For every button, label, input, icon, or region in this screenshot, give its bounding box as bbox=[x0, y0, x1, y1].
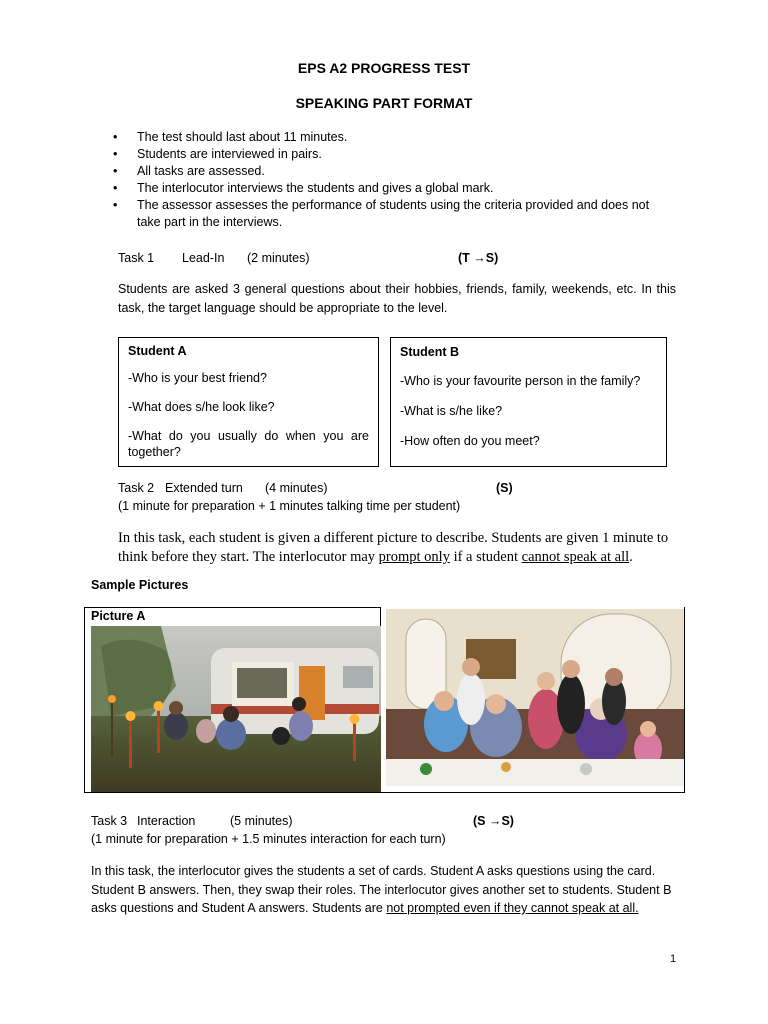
task2-underlined: cannot speak at all bbox=[521, 549, 630, 565]
student-b-question: -Who is your favourite person in the family? bbox=[400, 374, 641, 388]
picture-b-frame bbox=[381, 607, 685, 793]
page-number: 1 bbox=[670, 953, 677, 965]
list-item: • Students are interviewed in pairs. bbox=[113, 146, 673, 163]
task2-underlined: prompt only bbox=[378, 549, 450, 565]
task2-description bbox=[118, 529, 678, 567]
student-b-question: -What is s/he like? bbox=[400, 404, 503, 418]
task2-text: . bbox=[629, 549, 633, 565]
task3-mode: (S →S) bbox=[473, 814, 514, 828]
list-item: • The assessor assesses the performance of students using the criteria provided and does not take part in the interviews. bbox=[113, 197, 673, 231]
document-subtitle: SPEAKING PART FORMAT bbox=[295, 95, 473, 111]
task1-mode: (T →S) bbox=[458, 251, 499, 265]
list-item: • All tasks are assessed. bbox=[113, 163, 673, 180]
student-a-question: -What do you usually do when you are together? bbox=[128, 429, 369, 459]
task3-underlined: not prompted even if they cannot speak at all. bbox=[386, 901, 639, 915]
picture-a-label: Picture A bbox=[91, 609, 146, 623]
camping-caravan-photo bbox=[91, 626, 381, 792]
document-title: EPS A2 PROGRESS TEST bbox=[297, 60, 471, 76]
student-b-question: -How often do you meet? bbox=[400, 434, 540, 448]
task2-name: Extended turn bbox=[165, 481, 243, 495]
student-b-card bbox=[390, 337, 667, 467]
task2-text: In this task, each student is given a different picture to describe. Students are given 1 minute to think before they start. The interlocutor may bbox=[118, 530, 669, 565]
task2-label: Task 2 bbox=[118, 481, 155, 495]
sample-pictures-heading: Sample Pictures bbox=[91, 578, 189, 592]
task2-time: (4 minutes) bbox=[265, 481, 328, 495]
task2-text: if a student bbox=[449, 549, 522, 565]
student-b-heading: Student B bbox=[400, 345, 460, 359]
rules-list bbox=[113, 129, 673, 231]
task1-time: (2 minutes) bbox=[247, 251, 310, 265]
task1-description: Students are asked 3 general questions about their hobbies, friends, family, weekends, etc. In this task, the target language should be appropriate to the level. bbox=[118, 282, 676, 315]
task1-name: Lead-In bbox=[182, 251, 225, 265]
task1-label: Task 1 bbox=[118, 251, 155, 265]
list-item: • The test should last about 11 minutes. bbox=[113, 129, 673, 146]
task2-mode: (S) bbox=[496, 481, 513, 495]
task3-name: Interaction bbox=[137, 814, 196, 828]
task2-note: (1 minute for preparation + 1 minutes talking time per student) bbox=[118, 499, 461, 513]
list-item: • The interlocutor interviews the students and gives a global mark. bbox=[113, 180, 673, 197]
student-a-question: -Who is your best friend? bbox=[128, 371, 267, 385]
task3-note: (1 minute for preparation + 1.5 minutes interaction for each turn) bbox=[91, 832, 446, 846]
task3-text: In this task, the interlocutor gives the students a set of cards. Student A asks questions using the card. Student B answers. Then, they swap their roles. The interlocutor gives another set to students. Student B asks questions and Student A answers. Students are bbox=[91, 864, 672, 915]
task3-description bbox=[91, 862, 676, 918]
task3-time: (5 minutes) bbox=[230, 814, 293, 828]
student-a-question: -What does s/he look like? bbox=[128, 400, 275, 414]
student-a-heading: Student A bbox=[128, 344, 187, 358]
student-a-card bbox=[118, 337, 379, 467]
task3-label: Task 3 bbox=[91, 814, 128, 828]
